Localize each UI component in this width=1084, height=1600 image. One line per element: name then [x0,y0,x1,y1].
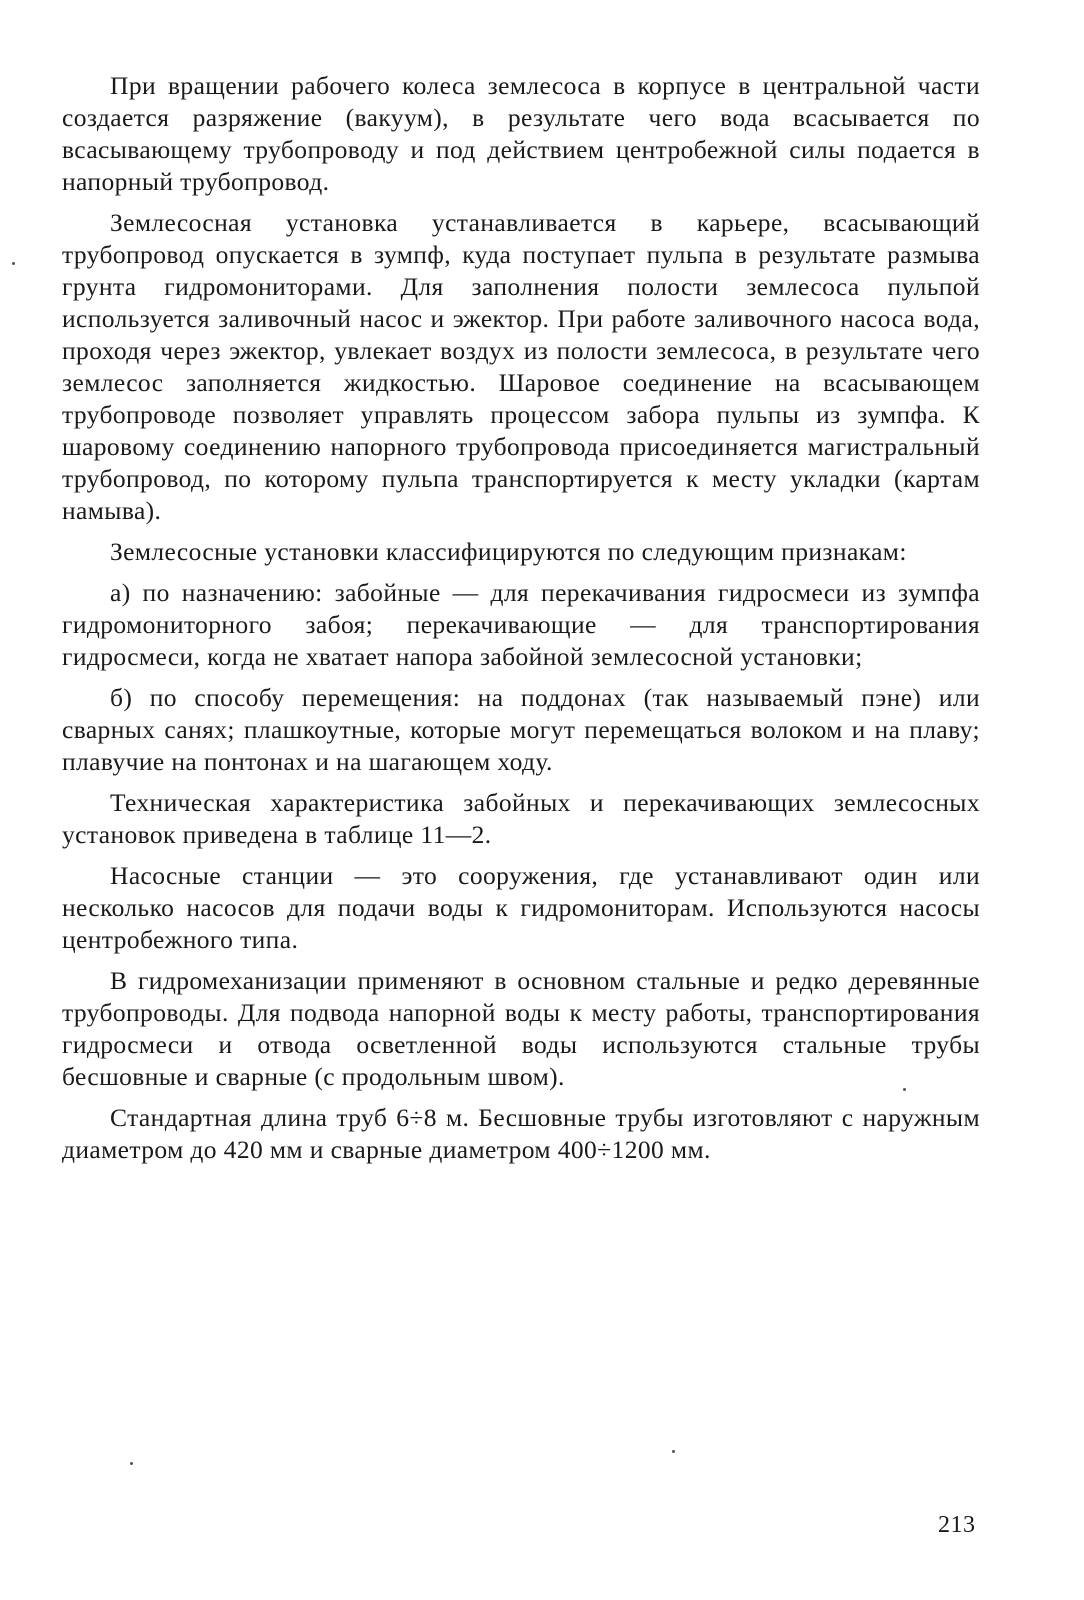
paragraph-classification: Землесосные установки классифицируются по следующим признакам: [110,537,907,566]
paragraph-pipe-sizes: Стандартная длина труб 6÷8 м. Бесшовные трубы изготовляют с наружным диаметром до 420 мм и сварные диаметром 400÷1200 мм. [62,1103,980,1164]
paragraph-dredge-installation: Землесосная установка устанавливается в карьере, всасывающий трубопровод опускается в зумпф, куда поступает пульпа в результате размыва грунта гидромониторами. Для заполнения полости землесоса пульпой используется заливочный насос и эжектор. При работе заливочного насоса вода, проходя через эжектор, увлекает воздух из полости землесоса, в результате чего землесос заполняется жидкостью. Шаровое соединение на всасывающем трубопроводе позволяет управлять процессом забора пульпы из зумпфа. К шаровому соединению напорного трубопровода присоединяется магистральный трубопровод, по которому пульпа транспортируется к месту укладки (картам намыва). [62,208,980,525]
print-speck [12,262,15,265]
paragraph-item-b: б) по способу перемещения: на поддонах (так называемый пэне) или сварных санях; плашкоутные, которые могут перемещаться волоком и на плаву; плавучие на понтонах и на шагающем ходу. [62,683,980,776]
print-speck [130,1462,133,1465]
print-speck [672,1450,675,1453]
paragraph-pipelines: В гидромеханизации применяют в основном стальные и редко деревянные трубопроводы. Для подвода напорной воды к месту работы, транспортирования гидросмеси и отвода осветленной воды используются стальные трубы бесшовные и сварные (с продольным швом). [62,966,980,1091]
paragraph-item-a: а) по назначению: забойные — для перекачивания гидросмеси из зумпфа гидромониторного забоя; перекачивающие — для транспортирования гидросмеси, когда не хватает напора забойной землесосной установки; [62,578,980,671]
body-text [62,70,980,1166]
print-speck [903,1088,906,1091]
paragraph-vacuum: При вращении рабочего колеса землесоса в корпусе в центральной части создается разряжение (вакуум), в результате чего вода всасывается по всасывающему трубопроводу и под действием центробежной силы подается в напорный трубопровод. [62,71,980,196]
paragraph-pump-stations: Насосные станции — это сооружения, где устанавливают один или несколько насосов для подачи воды к гидромониторам. Используются насосы центробежного типа. [62,861,980,954]
page-number: 213 [938,1512,976,1538]
paragraph-technical-spec: Техническая характеристика забойных и перекачивающих землесосных установок приведена в таблице 11—2. [62,788,980,849]
